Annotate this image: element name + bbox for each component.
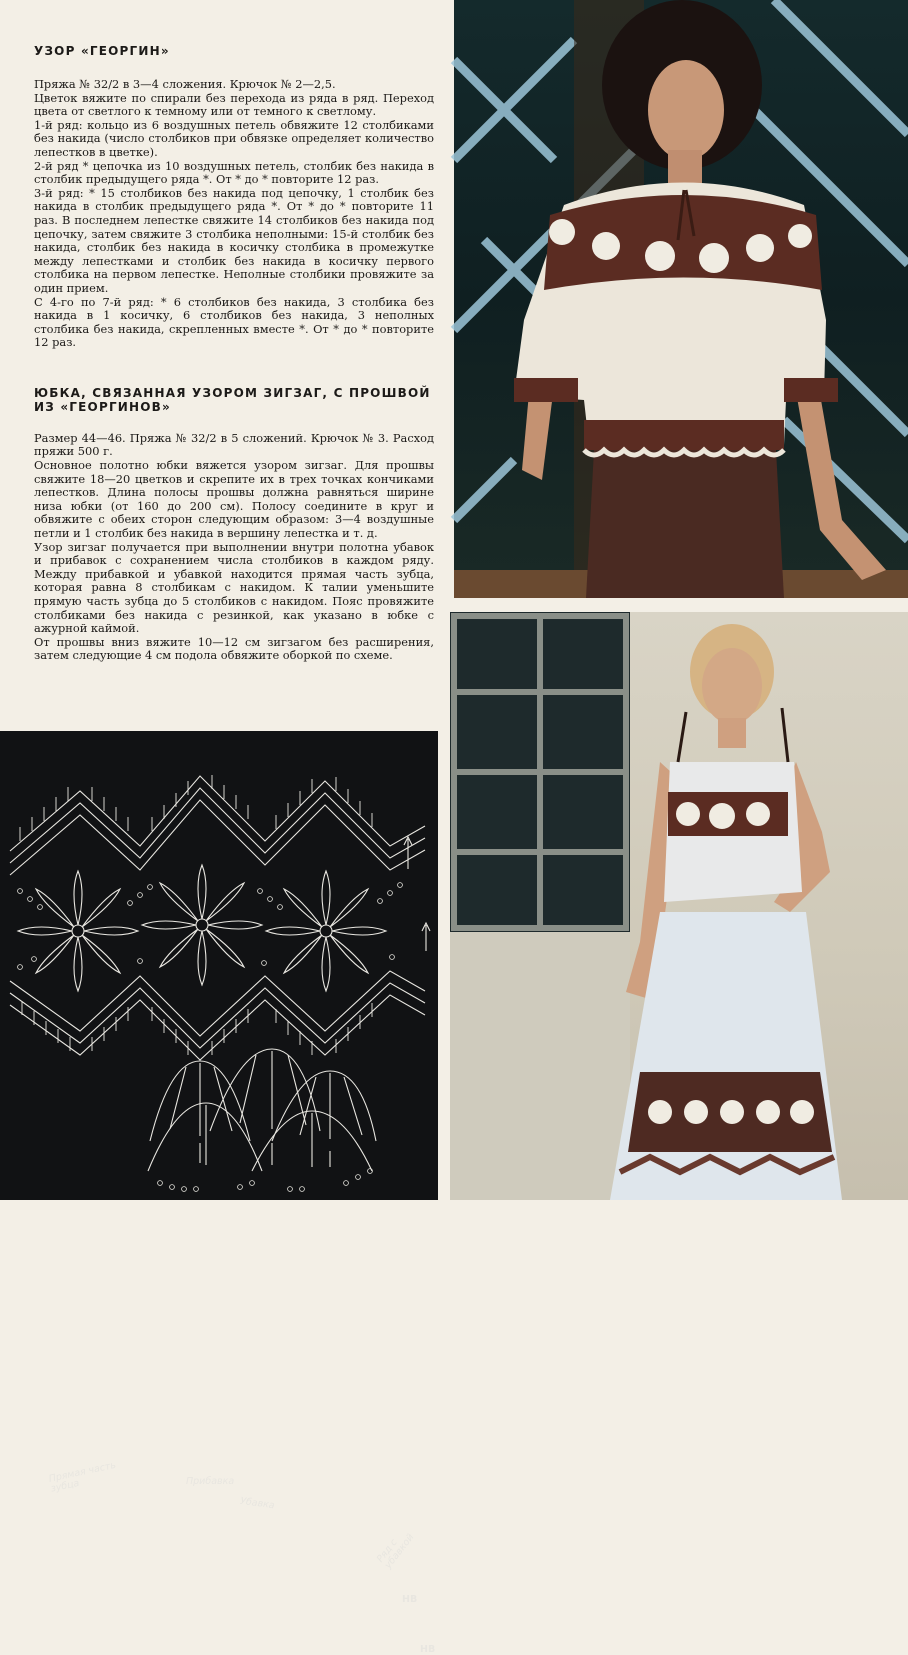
top-flowers (676, 802, 770, 829)
crochet-diagram (0, 731, 438, 1655)
photo-blouse-illustration (454, 0, 908, 598)
paragraph: Основное полотно юбки вяжется узором зигзаг. Для прошвы свяжите 18—20 цветков и скрепите их в трех точках кончиками лепестков. Длина полосы прошвы должна равняться ширине низа юбки (от 160 до 200 см). Полосу соедините в круг и обвяжите с обеих сторон следующим образом: 3—4 воздушные петли и 1 столбик без накида в вершину лепестка и т. д. (34, 458, 434, 541)
label-increase: Прибавка (186, 1476, 235, 1487)
photo-skirt-illustration (450, 612, 908, 1200)
text-column (34, 44, 434, 663)
stitch-ticks-lower (22, 1001, 372, 1055)
zigzag-row (10, 971, 425, 1036)
label-nv-1: НВ (402, 1594, 418, 1605)
georgin-instructions (34, 78, 434, 350)
paragraph: 2-й ряд * цепочка из 10 воздушных петель, столбик без накида в столбик предыдущего ряда *. От * до * повторите 12 раз. (34, 158, 434, 187)
zigzag-row (10, 995, 425, 1060)
paragraph: 3-й ряд: * 15 столбиков без накида под цепочку, 1 столбик без накида в столбик предыдущего ряда *. От * до * повторите 11 раз. В последнем лепестке свяжите 14 столбиков без накида под цепочку, затем свяжите 3 столбика неполными: 15-й столбик без накида, столбик без накида в косичку столбика в промежутке между лепестками и столбик без накида в косичку первого столбика на первом лепестке. Неполные столбики провяжите за один прием. (34, 185, 434, 295)
section-title-georgin-pattern: УЗОР «ГЕОРГИН» (34, 44, 170, 58)
sleeve-cuff-right (784, 378, 838, 402)
zigzag-row (10, 983, 425, 1048)
ruffle-loops (158, 1169, 373, 1192)
flower-motif-3 (266, 871, 386, 991)
label-decrease-row: Ряд с убавкой (374, 1531, 417, 1571)
skirt (586, 450, 784, 598)
paragraph: Цветок вяжите по спирали без перехода из ряда в ряд. Переход цвета от светлого к темному или от темного к светлому. (34, 90, 434, 119)
zigzag-row (10, 788, 425, 863)
label-nv-2: НВ (420, 1644, 436, 1655)
zigzag-row (10, 800, 425, 875)
photo-gutter (450, 598, 908, 612)
paragraph: Пряжа № 32/2 в 3—4 сложения. Крючок № 2—2,5. (34, 77, 336, 91)
face (702, 648, 762, 724)
label-decrease: Убавка (239, 1495, 276, 1512)
flower-motif-2 (142, 865, 262, 985)
photo-woman-blouse (454, 0, 908, 598)
paragraph: Узор зигзаг получается при выполнении внутри полотна убавок и прибавок с сохранением числа столбиков в каждом ряду. Между прибавкой и убавкой находится прямая часть зубца, которая равна 8 столбикам с накидом. К талии уменьшите прямую часть зубца до 5 столбиков с накидом. Пояс провяжите столбиками без накида с резинкой, как указано в юбке с ажурной каймой. (34, 539, 434, 636)
wall (450, 932, 630, 1200)
sweater-hem-band (584, 420, 784, 450)
photo-woman-skirt (450, 612, 908, 1200)
neck (668, 150, 702, 186)
crochet-diagram-drawing (0, 731, 438, 1200)
paragraph: От прошвы вниз вяжите 10—12 см зигзагом без расширения, затем следующие 4 см подола обвяжите оборкой по схеме. (34, 634, 434, 663)
paragraph: 1-й ряд: кольцо из 6 воздушных петель обвяжите 12 столбиками без накида (число столбиков при обвязке определяет количество лепестков в цветке). (34, 117, 434, 159)
face (648, 60, 724, 160)
neck (718, 718, 746, 748)
sleeve-cuff-left (514, 378, 578, 402)
flower-motif-1 (18, 871, 138, 991)
paragraph: Размер 44—46. Пряжа № 32/2 в 5 сложений. Крючок № 3. Расход пряжи 500 г. (34, 430, 434, 459)
stitch-ticks-upper (20, 775, 372, 841)
ruffle-scallops (148, 1049, 376, 1171)
skirt-instructions (34, 432, 434, 663)
section-title-zigzag-skirt: ЮБКА, СВЯЗАННАЯ УЗОРОМ ЗИГЗАГ, С ПРОШВОЙ ИЗ «ГЕОРГИНОВ» (34, 385, 431, 414)
zigzag-row (10, 776, 425, 851)
arrow-icon (422, 923, 430, 951)
label-straight-part: Прямая часть зубца (47, 1459, 117, 1495)
arrow-icon (404, 837, 412, 869)
paragraph: С 4-го по 7-й ряд: * 6 столбиков без накида, 3 столбика без накида в 1 косичку, 6 столбиков без накида, 3 неполных столбика без накида, скрепленных вместе *. От * до * повторите 12 раз. (34, 294, 434, 350)
